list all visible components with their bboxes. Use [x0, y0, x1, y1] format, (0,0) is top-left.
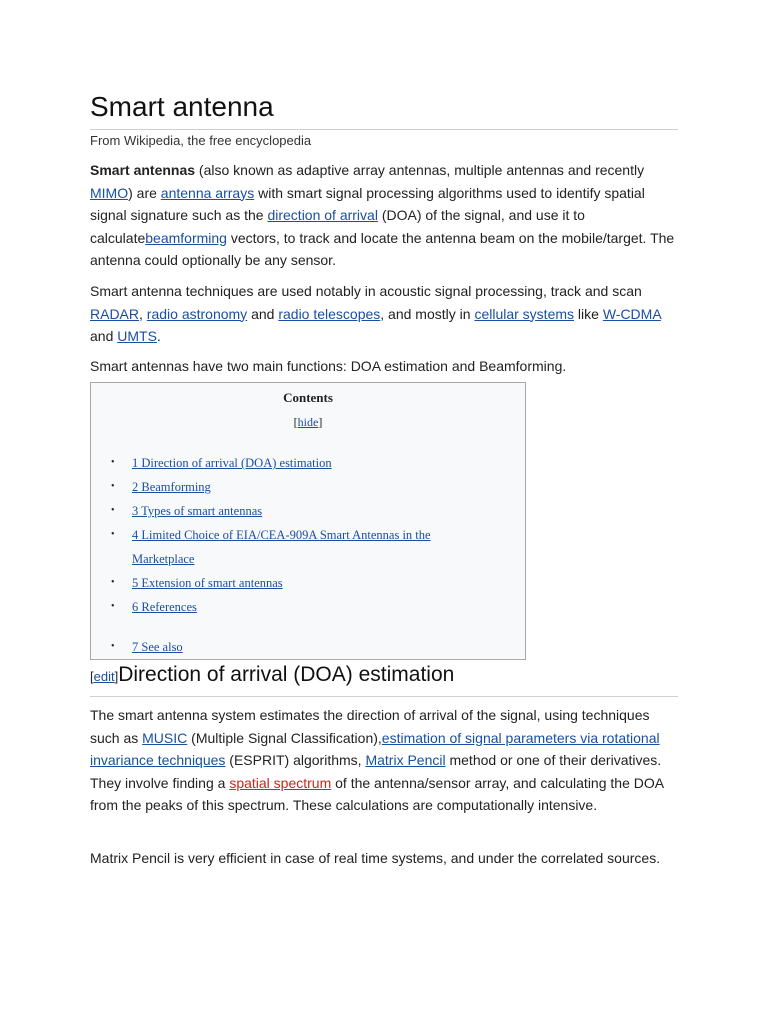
bullet-icon: •	[111, 529, 115, 540]
intro-paragraph	[90, 159, 678, 272]
link-radio-telescopes[interactable]: radio telescopes	[278, 305, 381, 322]
matrix-pencil-paragraph: Matrix Pencil is very efficient in case of real time systems, and under the correlated sources.	[90, 850, 661, 866]
intro-text-2: ) are	[128, 184, 161, 201]
para2-text-4: , and mostly in	[380, 305, 475, 322]
intro-text-4: (DOA) of the signal, and use it to calculate	[90, 207, 585, 246]
toc-link-types[interactable]: 3 Types of smart antennas	[132, 504, 263, 518]
toc-link-references[interactable]: 6 References	[132, 600, 197, 614]
link-wcdma[interactable]: W-CDMA	[602, 305, 661, 322]
link-beamforming[interactable]: beamforming	[145, 229, 227, 246]
intro-text-5: vectors, to track and locate the antenna beam on the mobile/target. The antenna could optionally be any sensor.	[90, 229, 675, 268]
link-direction-of-arrival[interactable]: direction of arrival	[267, 207, 378, 223]
link-matrix-pencil[interactable]: Matrix Pencil	[365, 752, 446, 768]
link-antenna-arrays[interactable]: antenna arrays	[160, 184, 255, 201]
para4-text-3: (ESPRIT) algorithms,	[225, 752, 366, 768]
para2-text-1: Smart antenna techniques are used notably in acoustic signal processing, track and scan	[90, 283, 642, 299]
page-subtitle: From Wikipedia, the free encyclopedia	[90, 133, 312, 148]
para4-text-5: of the antenna/sensor array, and calculating the DOA from the peaks of this spectrum. These calculations are computationally intensive.	[90, 774, 664, 813]
bullet-icon: •	[111, 505, 115, 516]
toc-link-beamforming[interactable]: 2 Beamforming	[132, 480, 211, 494]
table-of-contents	[90, 382, 526, 660]
link-mimo[interactable]: MIMO	[90, 184, 129, 201]
link-umts[interactable]: UMTS	[117, 328, 157, 344]
bullet-icon: •	[111, 601, 115, 612]
para4-text-4: method or one of their derivatives. They involve finding a	[90, 752, 662, 791]
toc-hide-bracket-close: ]	[318, 415, 323, 429]
bullet-icon: •	[111, 577, 115, 588]
intro-text-1: (also known as adaptive array antennas, multiple antennas and recently	[195, 162, 645, 178]
toc-link-doa[interactable]: 1 Direction of arrival (DOA) estimation	[132, 456, 332, 470]
toc-hide-link[interactable]: hide	[297, 415, 319, 429]
intro-text-3: with smart signal processing algorithms used to identify spatial signal signature such as the	[90, 184, 645, 223]
link-radar[interactable]: RADAR	[90, 305, 140, 322]
para2-text-5: like	[574, 305, 603, 322]
para2-text-7: .	[156, 328, 161, 344]
toc-hide-control	[91, 415, 525, 430]
para2-text-3: and	[247, 305, 279, 322]
toc-link-extension[interactable]: 5 Extension of smart antennas	[132, 576, 283, 590]
bullet-icon: •	[111, 641, 115, 652]
toc-hide-bracket-open: [	[293, 415, 298, 429]
link-esprit[interactable]: estimation of signal parameters via rotational invariance techniques	[90, 729, 660, 768]
toc-link-see-also[interactable]: 7 See also	[132, 640, 183, 654]
link-cellular-systems[interactable]: cellular systems	[474, 305, 575, 322]
para2-text-6: and	[90, 328, 118, 344]
toc-link-limited-choice[interactable]: 4 Limited Choice of EIA/CEA-909A Smart Antennas in the Marketplace	[132, 528, 431, 566]
para2-text-2: ,	[139, 305, 147, 322]
link-spatial-spectrum[interactable]: spatial spectrum	[229, 774, 332, 791]
section-heading-doa	[90, 660, 678, 697]
para4-text-1: The smart antenna system estimates the direction of arrival of the signal, using techniques such as	[90, 707, 650, 746]
toc-title: Contents	[283, 390, 333, 405]
bullet-icon: •	[111, 481, 115, 492]
edit-section-control	[90, 669, 118, 684]
edit-bracket-close: ]	[114, 669, 119, 684]
edit-bracket-open: [	[90, 669, 94, 684]
para4-text-2: (Multiple Signal Classification),	[187, 729, 382, 746]
doa-paragraph	[90, 704, 678, 817]
link-radio-astronomy[interactable]: radio astronomy	[146, 305, 248, 322]
section-heading-text: Direction of arrival (DOA) estimation	[118, 663, 455, 686]
edit-link[interactable]: edit	[93, 669, 115, 684]
link-music[interactable]: MUSIC	[142, 729, 188, 746]
functions-paragraph: Smart antennas have two main functions: DOA estimation and Beamforming.	[90, 358, 567, 374]
applications-paragraph	[90, 280, 678, 348]
bullet-icon: •	[111, 457, 115, 468]
bold-term: Smart antennas	[90, 162, 196, 178]
page-title: Smart antenna	[90, 88, 678, 130]
